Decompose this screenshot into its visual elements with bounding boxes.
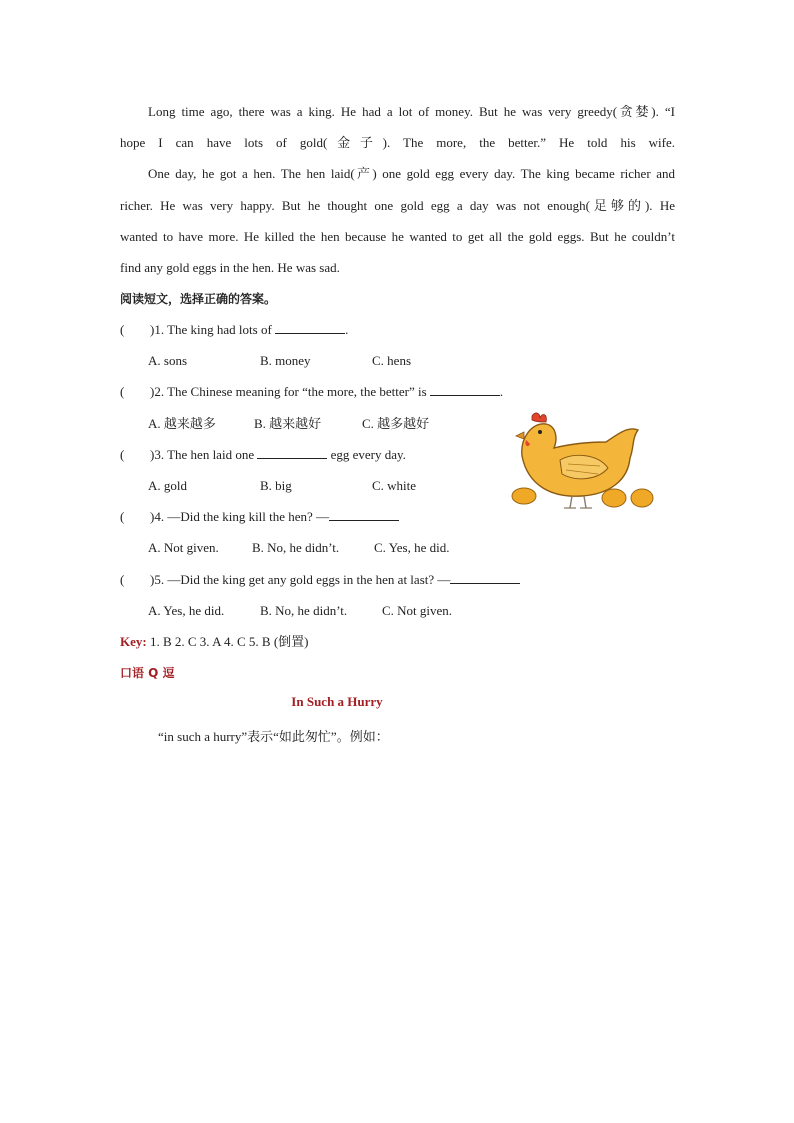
option-c[interactable]: C. Yes, he did.	[374, 540, 450, 555]
question-1	[120, 320, 675, 340]
gold-egg-icon	[512, 488, 536, 504]
question-text: )2. The Chinese meaning for “the more, the better” is	[150, 384, 427, 399]
question-2	[120, 382, 675, 402]
answer-blank[interactable]	[430, 383, 500, 396]
question-5	[120, 570, 675, 590]
passage-line-3: One day, he got a hen. The hen laid(产) one gold egg every day. The king became richer and	[148, 166, 675, 181]
answer-blank[interactable]	[275, 321, 345, 334]
option-a[interactable]: A. 越来越多	[148, 416, 216, 431]
question-text: )4. —Did the king kill the hen? —	[150, 509, 330, 524]
question-text: )5. —Did the king get any gold eggs in the hen at last? —	[150, 572, 451, 587]
option-a[interactable]: A. gold	[148, 478, 187, 493]
option-b[interactable]: B. 越来越好	[254, 416, 322, 431]
passage-line-6: find any gold eggs in the hen. He was sad.	[120, 260, 340, 275]
answer-paren[interactable]: (	[120, 572, 125, 587]
question-after: .	[499, 384, 504, 399]
instruction: 阅读短文，选择正确的答案。	[120, 292, 277, 306]
answer-key	[120, 632, 675, 652]
answer-paren[interactable]: (	[120, 509, 125, 524]
option-b[interactable]: B. money	[260, 353, 311, 368]
passage-line-5: wanted to have more. He killed the hen because he wanted to get all the gold eggs. But he couldn’t	[120, 229, 675, 244]
answer-blank[interactable]	[329, 508, 399, 521]
question-after: egg every day.	[330, 447, 406, 462]
section-label: 口语 Q 逗	[120, 666, 175, 680]
options-1	[148, 351, 703, 371]
passage-line-4: richer. He was very happy. But he thought one gold egg a day was not enough(足够的). He	[120, 198, 675, 213]
gold-egg-icon	[602, 489, 626, 507]
option-c[interactable]: C. hens	[372, 353, 411, 368]
intro-text: “in such a hurry”表示“如此匆忙”。例如：	[158, 729, 389, 744]
option-a[interactable]: A. Not given.	[148, 540, 219, 555]
question-text: )3. The hen laid one	[150, 447, 255, 462]
passage-line-1: Long time ago, there was a king. He had a lot of money. But he was very greedy(贪婪). “I	[148, 104, 675, 119]
option-b[interactable]: B. No, he didn’t.	[260, 603, 348, 618]
story-title: In Such a Hurry	[291, 694, 383, 709]
option-b[interactable]: B. big	[260, 478, 292, 493]
answer-paren[interactable]: (	[120, 322, 125, 337]
answer-paren[interactable]: (	[120, 384, 125, 399]
option-c[interactable]: C. 越多越好	[362, 416, 430, 431]
option-a[interactable]: A. sons	[148, 353, 188, 368]
golden-hen-illustration	[510, 408, 658, 512]
option-c[interactable]: C. Not given.	[382, 603, 453, 618]
answer-blank[interactable]	[450, 571, 520, 584]
options-4	[148, 538, 703, 558]
options-5	[148, 601, 703, 621]
key-text: 1. B 2. C 3. A 4. C 5. B (倒置)	[149, 634, 309, 649]
option-c[interactable]: C. white	[372, 478, 417, 493]
passage-line-2: hope I can have lots of gold(金子). The more, the better.” He told his wife.	[120, 135, 675, 150]
key-label: Key:	[120, 634, 147, 649]
answer-blank[interactable]	[257, 446, 327, 459]
option-a[interactable]: A. Yes, he did.	[148, 603, 225, 618]
question-after: .	[345, 322, 349, 337]
question-text: )1. The king had lots of	[150, 322, 272, 337]
option-b[interactable]: B. No, he didn’t.	[252, 540, 340, 555]
gold-egg-icon	[631, 489, 653, 507]
answer-paren[interactable]: (	[120, 447, 125, 462]
